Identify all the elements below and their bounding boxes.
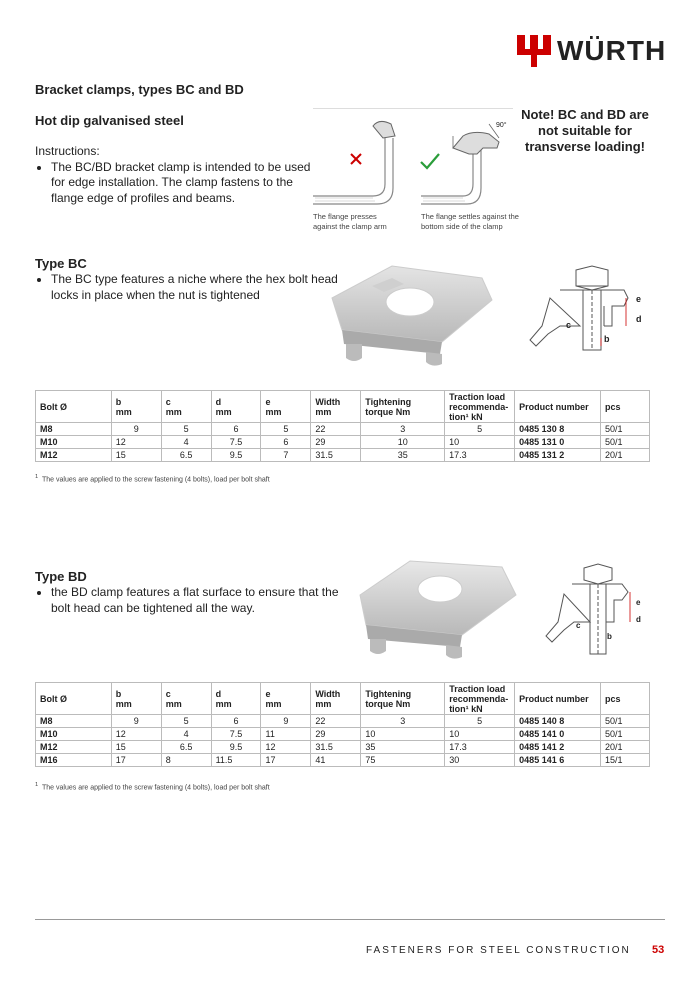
instructions — [35, 144, 315, 206]
caption-wrong: The flange presses against the clamp arm — [313, 212, 387, 231]
dim-c-label: c — [566, 320, 572, 330]
col-b: b mm — [111, 391, 161, 423]
angle-label: 90° — [496, 122, 507, 129]
col-traction: Traction load recommenda-tion¹ kN — [445, 391, 515, 423]
instructions-heading: Instructions: — [35, 144, 100, 158]
type-bc-section — [35, 256, 341, 303]
dim-b-label: b — [607, 632, 612, 641]
col-product: Product number — [515, 391, 601, 423]
table-row: M12 15 6.5 9.5 12 31.5 35 17.3 0485 141 2 20/1 — [36, 741, 650, 754]
dim-b-label: b — [604, 334, 610, 344]
col-c: c mm — [161, 683, 211, 715]
table-row: M8 9 5 6 5 22 3 5 0485 130 8 50/1 — [36, 423, 650, 436]
wurth-logo-mark-icon — [517, 35, 551, 67]
table-row: M16 17 8 11.5 17 41 75 30 0485 141 6 15/1 — [36, 754, 650, 767]
instruction-item: • The BC/BD bracket clamp is intended to be used for edge installation. The clamp fastens to the flange edge of profiles and beams. — [51, 160, 315, 207]
warning-note: Note! BC and BD are not suitable for transverse loading! — [521, 107, 649, 154]
cross-icon — [351, 154, 361, 164]
page-number: 53 — [652, 944, 665, 956]
bc-footnote: $^1$ The values are applied to the screw fastening (4 bolts), load per bolt shaft — [35, 474, 270, 484]
brand-name: WÜRTH — [557, 35, 667, 66]
col-bolt: Bolt Ø — [36, 391, 112, 423]
col-width: Width mm — [311, 391, 361, 423]
bc-spec-table — [35, 390, 650, 462]
type-bd-heading: Type BD — [35, 569, 87, 584]
wurth-logo — [517, 34, 667, 68]
bc-clamp-photo — [322, 258, 502, 366]
subtitle: Hot dip galvanised steel — [35, 113, 184, 128]
col-d: d mm — [211, 391, 261, 423]
table-row: M10 12 4 7.5 11 29 10 10 0485 141 0 50/1 — [36, 728, 650, 741]
col-c: c mm — [161, 391, 211, 423]
col-torque: Tightening torque Nm — [361, 391, 445, 423]
correct-flange-drawing — [421, 124, 499, 204]
type-bd-description: • the BD clamp features a flat surface to ensure that the bolt head can be tightened all the way. — [51, 585, 341, 616]
table-row: M8 9 5 6 9 22 3 5 0485 140 8 50/1 — [36, 715, 650, 728]
bd-footnote: $^1$ The values are applied to the screw fastening (4 bolts), load per bolt shaft — [35, 782, 270, 792]
col-pcs: pcs — [601, 683, 650, 715]
bd-spec-table — [35, 682, 650, 767]
footer-section-title: FASTENERS FOR STEEL CONSTRUCTION — [366, 945, 631, 956]
dim-d-label: d — [636, 615, 641, 624]
bd-dimension-drawing — [540, 560, 660, 660]
col-pcs: pcs — [600, 391, 649, 423]
bc-dimension-drawing — [520, 262, 655, 352]
footer-divider — [35, 919, 665, 920]
type-bd-section — [35, 569, 341, 616]
type-bc-heading: Type BC — [35, 256, 87, 271]
bd-clamp-photo — [352, 555, 522, 663]
dim-c-label: c — [576, 621, 581, 630]
col-d: d mm — [211, 683, 261, 715]
dim-e-label: e — [636, 294, 642, 304]
page-title: Bracket clamps, types BC and BD — [35, 82, 244, 97]
table-header-row — [36, 683, 650, 715]
col-b: b mm — [111, 683, 161, 715]
installation-diagram — [313, 108, 513, 208]
dim-d-label: d — [636, 314, 642, 324]
table-header-row — [36, 391, 650, 423]
table-row: M12 15 6.5 9.5 7 31.5 35 17.3 0485 131 2 20/1 — [36, 449, 650, 462]
dim-e-label: e — [636, 598, 641, 607]
col-e: e mm — [261, 683, 311, 715]
col-width: Width mm — [311, 683, 361, 715]
check-icon — [421, 154, 439, 168]
col-e: e mm — [261, 391, 311, 423]
col-torque: Tightening torque Nm — [361, 683, 445, 715]
type-bc-description: • The BC type features a niche where the hex bolt head locks in place when the nut is tightened — [51, 272, 341, 303]
table-row: M10 12 4 7.5 6 29 10 10 0485 131 0 50/1 — [36, 436, 650, 449]
wrong-flange-drawing — [313, 121, 395, 204]
col-product: Product number — [515, 683, 601, 715]
installation-diagram-svg — [313, 108, 513, 208]
col-traction: Traction load recommenda-tion¹ kN — [445, 683, 515, 715]
caption-right: The flange settles against the bottom side of the clamp — [421, 212, 519, 231]
col-bolt: Bolt Ø — [36, 683, 112, 715]
